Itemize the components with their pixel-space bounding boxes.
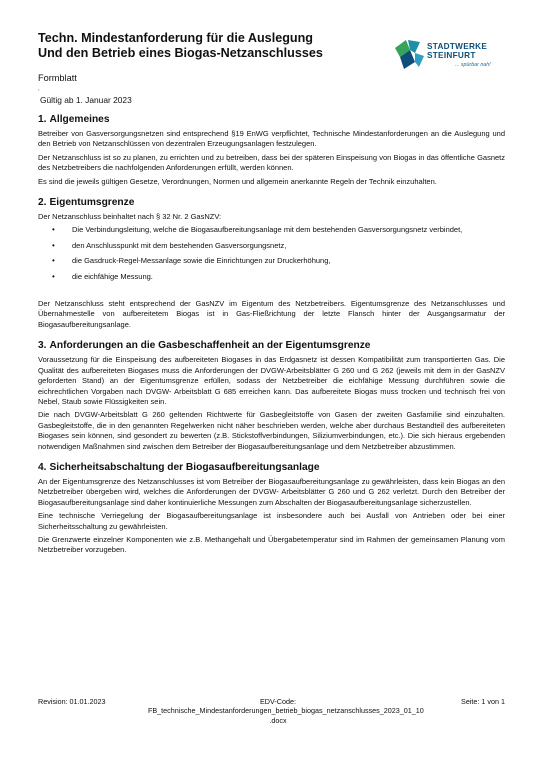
section-heading: 3. Anforderungen an die Gasbeschaffenheit an der Eigentumsgrenze — [38, 340, 371, 352]
section-allgemeines — [38, 113, 505, 187]
section-heading: 2. Eigentumsgrenze — [38, 197, 135, 209]
document-body — [38, 113, 505, 565]
logo-text-line-2: STEINFURT — [427, 51, 476, 60]
list-item: • die eichfähige Messung. — [52, 271, 153, 281]
valid-from: Gültig ab 1. Januar 2023 — [40, 95, 132, 105]
bullet-list — [38, 225, 505, 282]
paragraph: Der Netzanschluss beinhaltet nach § 32 Nr. 2 GasNZV: — [38, 212, 222, 222]
paragraph: Voraussetzung für die Einspeisung des aufbereiteten Biogases in das Erdgasnetz ist dessen Kompatibilität zum transportierten Gas. Die Qualität des aufbereiteten Biogases muss die Anforderungen der DVGW-Arbeitsblätter G 260 und G 262 (jeweils mit dem in der GasNZV geforderten Stand) an der Eigentumsgrenze erfüllen, sodass der Netzbetreiber die eichfähige Messung durchführen sowie die eichrechtlichen Vorgaben nach DVGW- Arbeitsblatt G 685 erreichen kann. Das aufbereitete Biogas muss trocken und technisch frei von Nebel, Staub sowie Flüssigkeiten sein. — [38, 355, 505, 406]
list-item: • den Anschlusspunkt mit dem bestehenden Gasversorgungsnetz, — [52, 240, 287, 250]
logo-tagline: ... spürbar nah! — [455, 62, 491, 68]
small-mark: , — [38, 86, 40, 92]
paragraph: Die Grenzwerte einzelner Komponenten wie z.B. Methangehalt und Übergabetemperatur sind im Rahmen der gemeinsamen Planung vom Netzbetreiber vorzugeben. — [38, 534, 505, 555]
paragraph: Der Netzanschluss steht entsprechend der GasNZV im Eigentum des Netzbetreibers. Eigentumsgrenze des Netzanschlusses und Übernahmestelle von aufbereitetem Biogas ist in Gas-Fließrichtung der letzte Flansch hinter der Ausgangsarmatur der Biogasaufbereitungsanlage. — [38, 299, 505, 329]
paragraph: Betreiber von Gasversorgungsnetzen sind entsprechend §19 EnWG verpflichtet, Technische Mindestanforderungen an die Auslegung und den Betrieb von Netzanschlüssen von dezentralen Erzeugungsanlagen festzulegen. — [38, 129, 505, 149]
section-eigentumsgrenze — [38, 196, 505, 330]
paragraph: Die nach DVGW-Arbeitsblatt G 260 geltenden Richtwerte für Gasbegleitstoffe von Gasen der zweiten Gasfamilie sind einzuhalten. Gasbegleitstoffe, die in den genannten Regelwerken nicht näher beschrieben werden, welche aber durchaus Bestandteil des aufbereiteten Biogases sein können, sind gesondert zu bewerten (z.B. Stickstoffverbindungen, Siliziumverbindungen, etc.). Die sich hieraus ergebenden notwendigen Maßnahmen sind zwischen dem Betreiber der Biogasaufbereitungsanlage und dem Netzbetreiber abzustimmen. — [38, 410, 505, 451]
paragraph: Es sind die jeweils gültigen Gesetze, Verordnungen, Normen und allgemein anerkannte Regeln der Technik einzuhalten. — [38, 176, 437, 186]
paragraph: An der Eigentumsgrenze des Netzanschlusses ist vom Betreiber der Biogasaufbereitungsanlage zu gewährleisten, dass kein Biogas an den Netzbetreiber übergeben wird, welches die Anforderungen der DVGW- Arbeitsblätter G 260 und G 262 verletzt. Durch den Betreiber der Biogasaufbereitungsanlage sind daher kontinuierliche Messungen zum Abschalten der Biogasaufbereitungsanlage sicherzustellen. — [38, 476, 505, 507]
list-item: • Die Verbindungsleitung, welche die Biogasaufbereitungsanlage mit dem bestehenden Gasversorgungsnetz verbindet, — [52, 225, 463, 235]
document-title — [38, 31, 368, 61]
footer-edv-code — [148, 697, 424, 725]
paragraph: Der Netzanschluss ist so zu planen, zu errichten und zu betreiben, dass bei der späteren Einspeisung von Biogas in das öffentliche Gasnetz des Netzbetreibers die nachfolgenden Anforderungen erfüllt, werden können. — [38, 152, 505, 173]
stadtwerke-logo — [393, 38, 515, 74]
section-gasbeschaffenheit — [38, 339, 505, 452]
paragraph: Eine technische Verriegelung der Biogasaufbereitungsanlage ist insbesondere auch bei Ausfall von Antrieben oder bei einer Sicherheitsschaltung zu gewährleisten. — [38, 511, 505, 531]
logo-mark-icon — [393, 38, 427, 72]
section-heading: 4. Sicherheitsabschaltung der Biogasaufbereitungsanlage — [38, 461, 320, 473]
form-label: Formblatt — [38, 73, 77, 83]
list-item: • die Gasdruck-Regel-Messanlage sowie die Einrichtungen zur Druckerhöhung, — [52, 256, 331, 266]
section-sicherheitsabschaltung — [38, 461, 505, 556]
title-line-2: Und den Betrieb eines Biogas-Netzanschlusses — [38, 46, 323, 60]
footer-page-number: Seite: 1 von 1 — [461, 697, 505, 706]
logo-text-line-1: STADTWERKE — [427, 42, 488, 51]
title-line-1: Techn. Mindestanforderung für die Auslegung — [38, 31, 313, 45]
section-heading: 1. Allgemeines — [38, 114, 110, 125]
edv-extension: .docx — [269, 715, 287, 725]
footer-revision: Revision: 01.01.2023 — [38, 697, 106, 706]
edv-filename: FB_technische_Mindestanforderungen_betrieb_biogas_netzanschlusses_2023_01_10 — [148, 706, 424, 716]
edv-label: EDV-Code: — [260, 697, 296, 706]
